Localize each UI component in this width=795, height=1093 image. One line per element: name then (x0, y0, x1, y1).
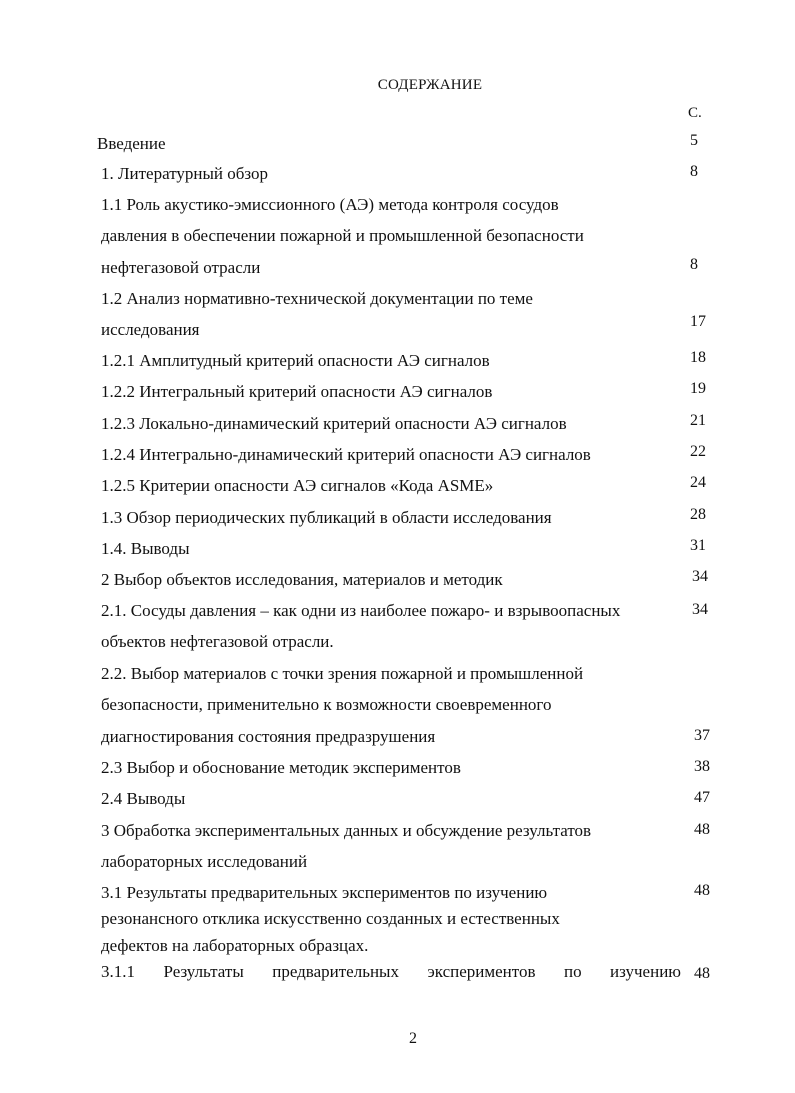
toc-entry-line: 1.3 Обзор периодических публикаций в области исследования (101, 508, 552, 527)
toc-entry-line: безопасности, применительно к возможности своевременного (101, 695, 552, 714)
toc-page-number: 19 (690, 380, 706, 397)
toc-word: 3.1.1 (101, 962, 135, 981)
toc-page-number: 5 (690, 132, 698, 149)
toc-entry-line: 1.2.4 Интегрально-динамический критерий опасности АЭ сигналов (101, 445, 591, 464)
toc-entry-line: исследования (101, 320, 200, 339)
toc-entry-line: 1.4. Выводы (101, 539, 190, 558)
toc-entry-line: 2.2. Выбор материалов с точки зрения пожарной и промышленной (101, 664, 584, 683)
toc-page-number: 48 (694, 882, 710, 899)
toc-page-number: 48 (694, 821, 710, 838)
toc-word: по (563, 962, 582, 981)
toc-page-number: 21 (690, 412, 706, 429)
toc-page-number: 17 (690, 313, 706, 330)
toc-page-number: 37 (694, 727, 710, 744)
toc-entry-line: диагностирования состояния предразрушения (101, 727, 436, 746)
toc-entry-line: дефектов на лабораторных образцах. (101, 936, 369, 955)
toc-entry-line: объектов нефтегазовой отрасли. (101, 632, 334, 651)
toc-entry-line: 3.1 Результаты предварительных экспериментов по изучению (101, 883, 548, 902)
toc-entry-line: 1. Литературный обзор (101, 164, 269, 183)
toc-entry-line: 1.1 Роль акустико-эмиссионного (АЭ) метода контроля сосудов (101, 195, 559, 214)
toc-page-number: 28 (690, 506, 706, 523)
toc-entry-line: 2.3 Выбор и обоснование методик экспериментов (101, 758, 461, 777)
page-column-label: С. (688, 105, 702, 121)
toc-title: СОДЕРЖАНИЕ (377, 77, 483, 93)
toc-page-number: 38 (694, 758, 710, 775)
toc-entry-line: 1.2 Анализ нормативно-технической документации по теме (101, 289, 533, 308)
toc-entry-line: Введение (97, 134, 166, 153)
toc-entry-line: давления в обеспечении пожарной и промышленной безопасности (101, 226, 584, 245)
toc-page-number: 48 (694, 965, 710, 982)
toc-word: Результаты (163, 962, 244, 981)
toc-page-number: 18 (690, 349, 706, 366)
toc-entry-line: 1.2.2 Интегральный критерий опасности АЭ сигналов (101, 382, 493, 401)
toc-page-number: 34 (692, 568, 708, 585)
toc-entry-line: нефтегазовой отрасли (101, 258, 261, 277)
toc-entry-line: 2 Выбор объектов исследования, материалов и методик (101, 570, 503, 589)
toc-entry-line: 1.2.5 Критерии опасности АЭ сигналов «Кода ASME» (101, 476, 494, 495)
toc-page-number: 47 (694, 789, 710, 806)
toc-word: изучению (610, 962, 681, 981)
toc-page-number: 31 (690, 537, 706, 554)
toc-word: предварительных (272, 962, 399, 981)
toc-entry-line: резонансного отклика искусственно созданных и естественных (101, 909, 560, 928)
toc-page-number: 8 (690, 163, 698, 180)
toc-entry-line: 1.2.1 Амплитудный критерий опасности АЭ сигналов (101, 351, 490, 370)
toc-page-number: 22 (690, 443, 706, 460)
toc-page-number: 8 (690, 256, 698, 273)
toc-entry-line: 2.4 Выводы (101, 789, 186, 808)
toc-word: экспериментов (427, 962, 536, 981)
toc-entry-line: 3 Обработка экспериментальных данных и обсуждение результатов (101, 821, 592, 840)
toc-entry-line: лабораторных исследований (101, 852, 308, 871)
toc-page-number: 24 (690, 474, 706, 491)
toc-entry-justified-line (101, 962, 681, 982)
toc-page-number: 34 (692, 601, 708, 618)
toc-entry-line: 1.2.3 Локально-динамический критерий опасности АЭ сигналов (101, 414, 567, 433)
page-number: 2 (409, 1030, 417, 1047)
toc-entry-line: 2.1. Сосуды давления – как одни из наиболее пожаро- и взрывоопасных (101, 601, 621, 620)
